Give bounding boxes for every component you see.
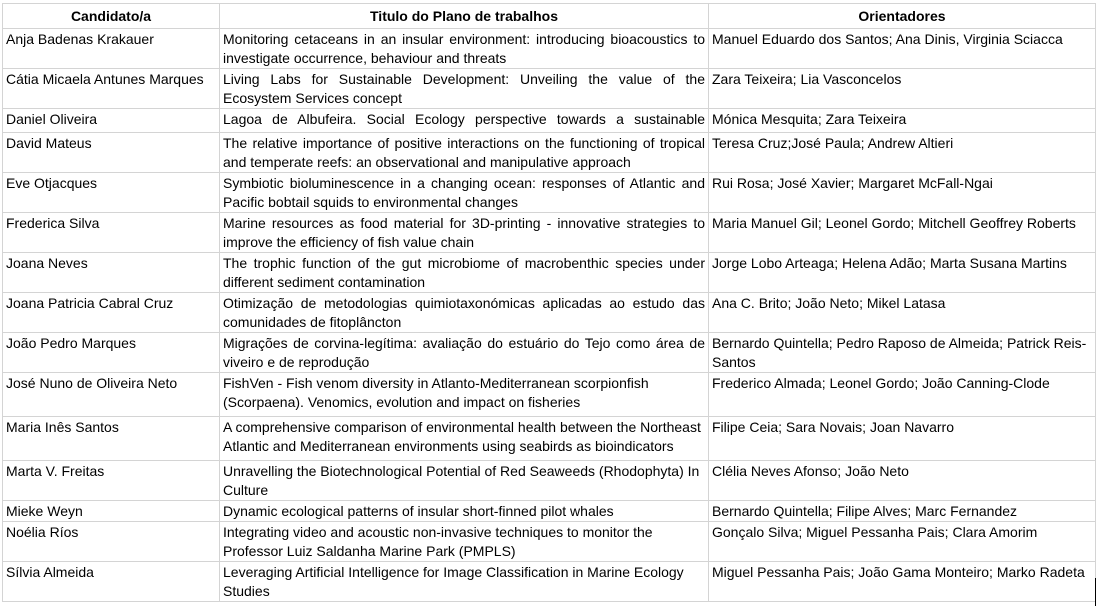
- table-row: [3, 522, 1096, 562]
- table-row: [3, 417, 1096, 461]
- supervisors-cell: Zara Teixeira; Lia Vasconcelos: [709, 69, 1096, 109]
- plan-cell: Dynamic ecological patterns of insular short-finned pilot whales: [220, 501, 709, 522]
- cell-cursor-edge: [1095, 578, 1096, 606]
- supervisors-cell: Rui Rosa; José Xavier; Margaret McFall-Ngai: [709, 173, 1096, 213]
- candidate-cell: David Mateus: [3, 133, 220, 173]
- supervisors-cell: Bernardo Quintella; Pedro Raposo de Almeida; Patrick Reis-Santos: [709, 333, 1096, 373]
- supervisors-cell: Miguel Pessanha Pais; João Gama Monteiro; Marko Radeta: [709, 562, 1096, 602]
- candidate-cell: Noélia Ríos: [3, 522, 220, 562]
- table-row: [3, 29, 1096, 69]
- candidate-cell: Marta V. Freitas: [3, 461, 220, 501]
- plan-cell: Unravelling the Biotechnological Potential of Red Seaweeds (Rhodophyta) In Culture: [220, 461, 709, 501]
- table-row: [3, 333, 1096, 373]
- plan-cell: A comprehensive comparison of environmental health between the Northeast Atlantic and Mediterranean environments using seabirds as bioindicators: [220, 417, 709, 461]
- supervisors-cell: Maria Manuel Gil; Leonel Gordo; Mitchell Geoffrey Roberts: [709, 213, 1096, 253]
- plan-cell: Marine resources as food material for 3D-printing - innovative strategies to improve the efficiency of fish value chain: [220, 213, 709, 253]
- table-row: [3, 562, 1096, 602]
- supervisors-cell: Bernardo Quintella; Filipe Alves; Marc Fernandez: [709, 501, 1096, 522]
- plan-cell: Symbiotic bioluminescence in a changing ocean: responses of Atlantic and Pacific bobtail squids to environmental changes: [220, 173, 709, 213]
- candidate-cell: Anja Badenas Krakauer: [3, 29, 220, 69]
- header-row: [3, 4, 1096, 29]
- supervisors-cell: Manuel Eduardo dos Santos; Ana Dinis, Virginia Sciacca: [709, 29, 1096, 69]
- supervisors-cell: Clélia Neves Afonso; João Neto: [709, 461, 1096, 501]
- plan-cell: FishVen - Fish venom diversity in Atlanto-Mediterranean scorpionfish (Scorpaena). Venomics, evolution and impact on fisheries: [220, 373, 709, 417]
- table-row: [3, 461, 1096, 501]
- plan-cell: Leveraging Artificial Intelligence for Image Classification in Marine Ecology Studies: [220, 562, 709, 602]
- table-row: [3, 173, 1096, 213]
- candidate-cell: Sílvia Almeida: [3, 562, 220, 602]
- candidate-cell: João Pedro Marques: [3, 333, 220, 373]
- table-row: [3, 109, 1096, 133]
- table-row: [3, 213, 1096, 253]
- plan-cell: Integrating video and acoustic non-invasive techniques to monitor the Professor Luiz Saldanha Marine Park (PMPLS): [220, 522, 709, 562]
- table-row: [3, 69, 1096, 109]
- plan-cell: Lagoa de Albufeira. Social Ecology perspective towards a sustainable: [220, 109, 709, 133]
- plan-cell: Otimização de metodologias quimiotaxonómicas aplicadas ao estudo das comunidades de fitoplâncton: [220, 293, 709, 333]
- supervisors-cell: Frederico Almada; Leonel Gordo; João Canning-Clode: [709, 373, 1096, 417]
- supervisors-cell: Jorge Lobo Arteaga; Helena Adão; Marta Susana Martins: [709, 253, 1096, 293]
- table-row: [3, 253, 1096, 293]
- plan-cell: The relative importance of positive interactions on the functioning of tropical and temperate reefs: an observational and manipulative approach: [220, 133, 709, 173]
- table-row: [3, 501, 1096, 522]
- candidate-cell: José Nuno de Oliveira Neto: [3, 373, 220, 417]
- candidate-cell: Daniel Oliveira: [3, 109, 220, 133]
- header-supervisors: Orientadores: [709, 4, 1096, 29]
- supervisors-cell: Teresa Cruz;José Paula; Andrew Altieri: [709, 133, 1096, 173]
- supervisors-cell: Filipe Ceia; Sara Novais; Joan Navarro: [709, 417, 1096, 461]
- supervisors-cell: Ana C. Brito; João Neto; Mikel Latasa: [709, 293, 1096, 333]
- candidate-cell: Mieke Weyn: [3, 501, 220, 522]
- candidate-cell: Joana Patricia Cabral Cruz: [3, 293, 220, 333]
- candidate-cell: Maria Inês Santos: [3, 417, 220, 461]
- table-row: [3, 373, 1096, 417]
- header-plan: Titulo do Plano de trabalhos: [220, 4, 709, 29]
- table-row: [3, 293, 1096, 333]
- supervisors-cell: Mónica Mesquita; Zara Teixeira: [709, 109, 1096, 133]
- header-candidate: Candidato/a: [3, 4, 220, 29]
- plan-cell: The trophic function of the gut microbiome of macrobenthic species under different sediment contamination: [220, 253, 709, 293]
- candidate-cell: Joana Neves: [3, 253, 220, 293]
- candidates-table: [2, 3, 1096, 602]
- candidate-cell: Cátia Micaela Antunes Marques: [3, 69, 220, 109]
- plan-cell: Monitoring cetaceans in an insular environment: introducing bioacoustics to investigate occurrence, behaviour and threats: [220, 29, 709, 69]
- candidate-cell: Frederica Silva: [3, 213, 220, 253]
- plan-cell: Migrações de corvina-legítima: avaliação do estuário do Tejo como área de viveiro e de reprodução: [220, 333, 709, 373]
- plan-cell: Living Labs for Sustainable Development: Unveiling the value of the Ecosystem Services concept: [220, 69, 709, 109]
- table-row: [3, 133, 1096, 173]
- candidate-cell: Eve Otjacques: [3, 173, 220, 213]
- supervisors-cell: Gonçalo Silva; Miguel Pessanha Pais; Clara Amorim: [709, 522, 1096, 562]
